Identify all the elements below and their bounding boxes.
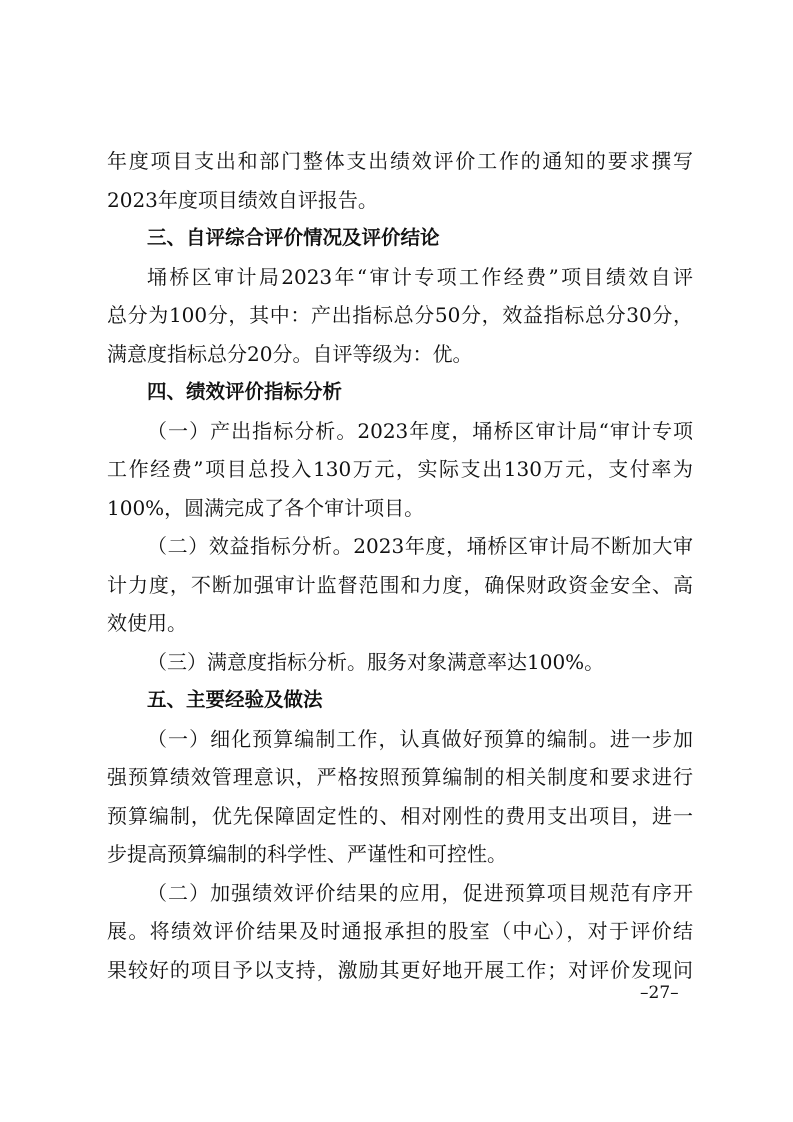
paragraph-line: （二）加强绩效评价结果的应用，促进预算项目规范有序开 [147, 880, 693, 905]
paragraph-line: 计力度，不断加强审计监督范围和力度，确保财政资金安全、高 [107, 572, 693, 597]
paragraph-line: 总分为100分，其中：产出指标总分50分，效益指标总分30分， [107, 303, 693, 327]
paragraph-line: （三）满意度指标分析。服务对象满意率达100%。 [147, 649, 605, 674]
paragraph-line: （一）细化预算编制工作，认真做好预算的编制。进一步加 [147, 726, 693, 751]
paragraph-line: （一）产出指标分析。2023年度，埇桥区审计局“审计专项 [147, 418, 693, 443]
paragraph-line: 展。将绩效评价结果及时通报承担的股室（中心），对于评价结 [107, 919, 693, 943]
body-text [107, 142, 693, 989]
paragraph-line: 工作经费”项目总投入130万元，实际支出130万元，支付率为 [107, 457, 693, 481]
section-heading: 三、自评综合评价情况及评价结论 [147, 226, 440, 249]
paragraph-line: （二）效益指标分析。2023年度，埇桥区审计局不断加大审 [147, 534, 693, 558]
paragraph-line: 果较好的项目予以支持，激励其更好地开展工作；对评价发现问 [107, 957, 693, 982]
paragraph-line: 埇桥区审计局2023年“审计专项工作经费”项目绩效自评 [147, 264, 693, 289]
paragraph-line: 满意度指标总分20分。自评等级为：优。 [107, 341, 473, 366]
paragraph-line: 年度项目支出和部门整体支出绩效评价工作的通知的要求撰写 [107, 149, 693, 173]
page-number: –27– [640, 983, 679, 1003]
paragraph-line: 100%，圆满完成了各个审计项目。 [107, 495, 425, 520]
section-heading: 五、主要经验及做法 [147, 688, 323, 711]
paragraph-line: 强预算绩效管理意识，严格按照预算编制的相关制度和要求进行 [107, 765, 693, 789]
paragraph-line: 步提高预算编制的科学性、严谨性和可控性。 [107, 842, 507, 866]
section-heading: 四、绩效评价指标分析 [147, 380, 343, 403]
paragraph-line: 效使用。 [107, 611, 187, 635]
paragraph-line: 2023年度项目绩效自评报告。 [107, 187, 378, 212]
paragraph-line: 预算编制，优先保障固定性的、相对刚性的费用支出项目，进一 [107, 803, 693, 828]
